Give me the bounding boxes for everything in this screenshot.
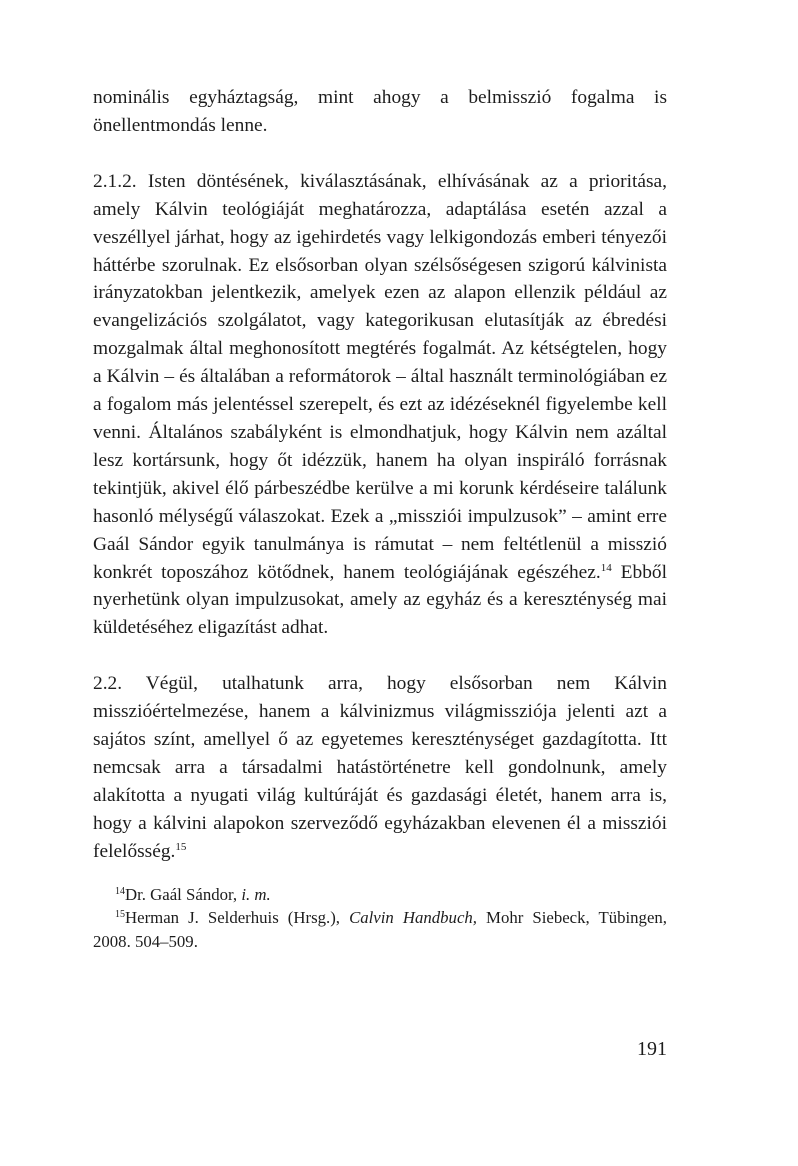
paragraph-section-2-2 bbox=[93, 670, 667, 865]
paragraph-text: 2.2. Végül, utalhatunk arra, hogy elsősorban nem Kálvin misszióértelmezése, hanem a kálvinizmus világmissziója jelenti azt a sajátos színt, amellyel ő az egyetemes kereszténységet gazdagította. Itt nemcsak arra a társadalmi hatástörténetre kell gondolnunk, amely alakította a nyugati világ kultúráját és gazdasági életét, hanem arra is, hogy a kálvini alapokon szerveződő egyházakban elevenen él a missziói felelősség. bbox=[93, 673, 667, 862]
footnote-italic: Calvin Handbuch, bbox=[349, 908, 477, 928]
footnote-reference-15[interactable]: 15 bbox=[175, 840, 187, 853]
footnote-number: 15 bbox=[115, 909, 125, 921]
page-number: 191 bbox=[637, 1038, 667, 1060]
footnotes bbox=[93, 883, 667, 954]
footnote-italic: i. m. bbox=[241, 884, 271, 904]
footnote-reference-14[interactable]: 14 bbox=[600, 561, 612, 574]
page-body bbox=[93, 84, 667, 953]
footnote-14 bbox=[93, 883, 667, 907]
footnote-15 bbox=[93, 906, 667, 953]
paragraph-section-2-1-2 bbox=[93, 168, 667, 642]
paragraph-continuation bbox=[93, 84, 667, 140]
paragraph-text: 2.1.2. Isten döntésének, kiválasztásának, elhívásának az a prioritása, amely Kálvin teológiáját meghatározza, adaptálása esetén azzal a veszéllyel járhat, hogy az igehirdetés vagy lelkigondozás emberi tényezői háttérbe szorulnak. Ez elsősorban olyan szélsőségesen szigorú kálvinista irányzatokban jelentkezik, amelyek ezen az alapon ellenzik például az evangelizációs szolgálatot, vagy kategorikusan elutasítják az ébredési mozgalmak által meghonosított megtérés fogalmát. Az kétségtelen, hogy a Kálvin – és általában a reformátorok – által használt terminológiában ez a fogalom más jelentéssel szerepelt, és ezt az idézéseknél figyelembe kell venni. Általános szabályként is elmondhatjuk, hogy Kálvin nem azáltal lesz kortársunk, hogy őt idézzük, hanem ha olyan inspiráló forrásnak tekintjük, akivel élő párbeszédbe kerülve a mi korunk kérdéseire találunk hasonló mélységű válaszokat. Ezek a „missziói impulzusok” – amint erre Gaál Sándor egyik tanulmánya is rámutat – nem feltétlenül a misszió konkrét toposzához kötődnek, hanem teológiájának egészéhez. bbox=[93, 170, 667, 583]
footnote-text: Dr. Gaál Sándor, bbox=[125, 884, 242, 904]
footnote-text: Herman J. Selderhuis (Hrsg.), bbox=[125, 908, 350, 928]
footnote-number: 14 bbox=[115, 885, 125, 897]
paragraph-text: Ebből nyerhetünk olyan impulzusokat, amely az egyház és a kereszténység mai küldetéséhez eligazítást adhat. bbox=[93, 561, 667, 639]
footnote-text: Mohr Siebeck, Tübingen, 2008. 504–509. bbox=[93, 908, 667, 951]
paragraph-text: nominális egyháztagság, mint ahogy a belmisszió fogalma is önellentmondás lenne. bbox=[93, 87, 667, 136]
